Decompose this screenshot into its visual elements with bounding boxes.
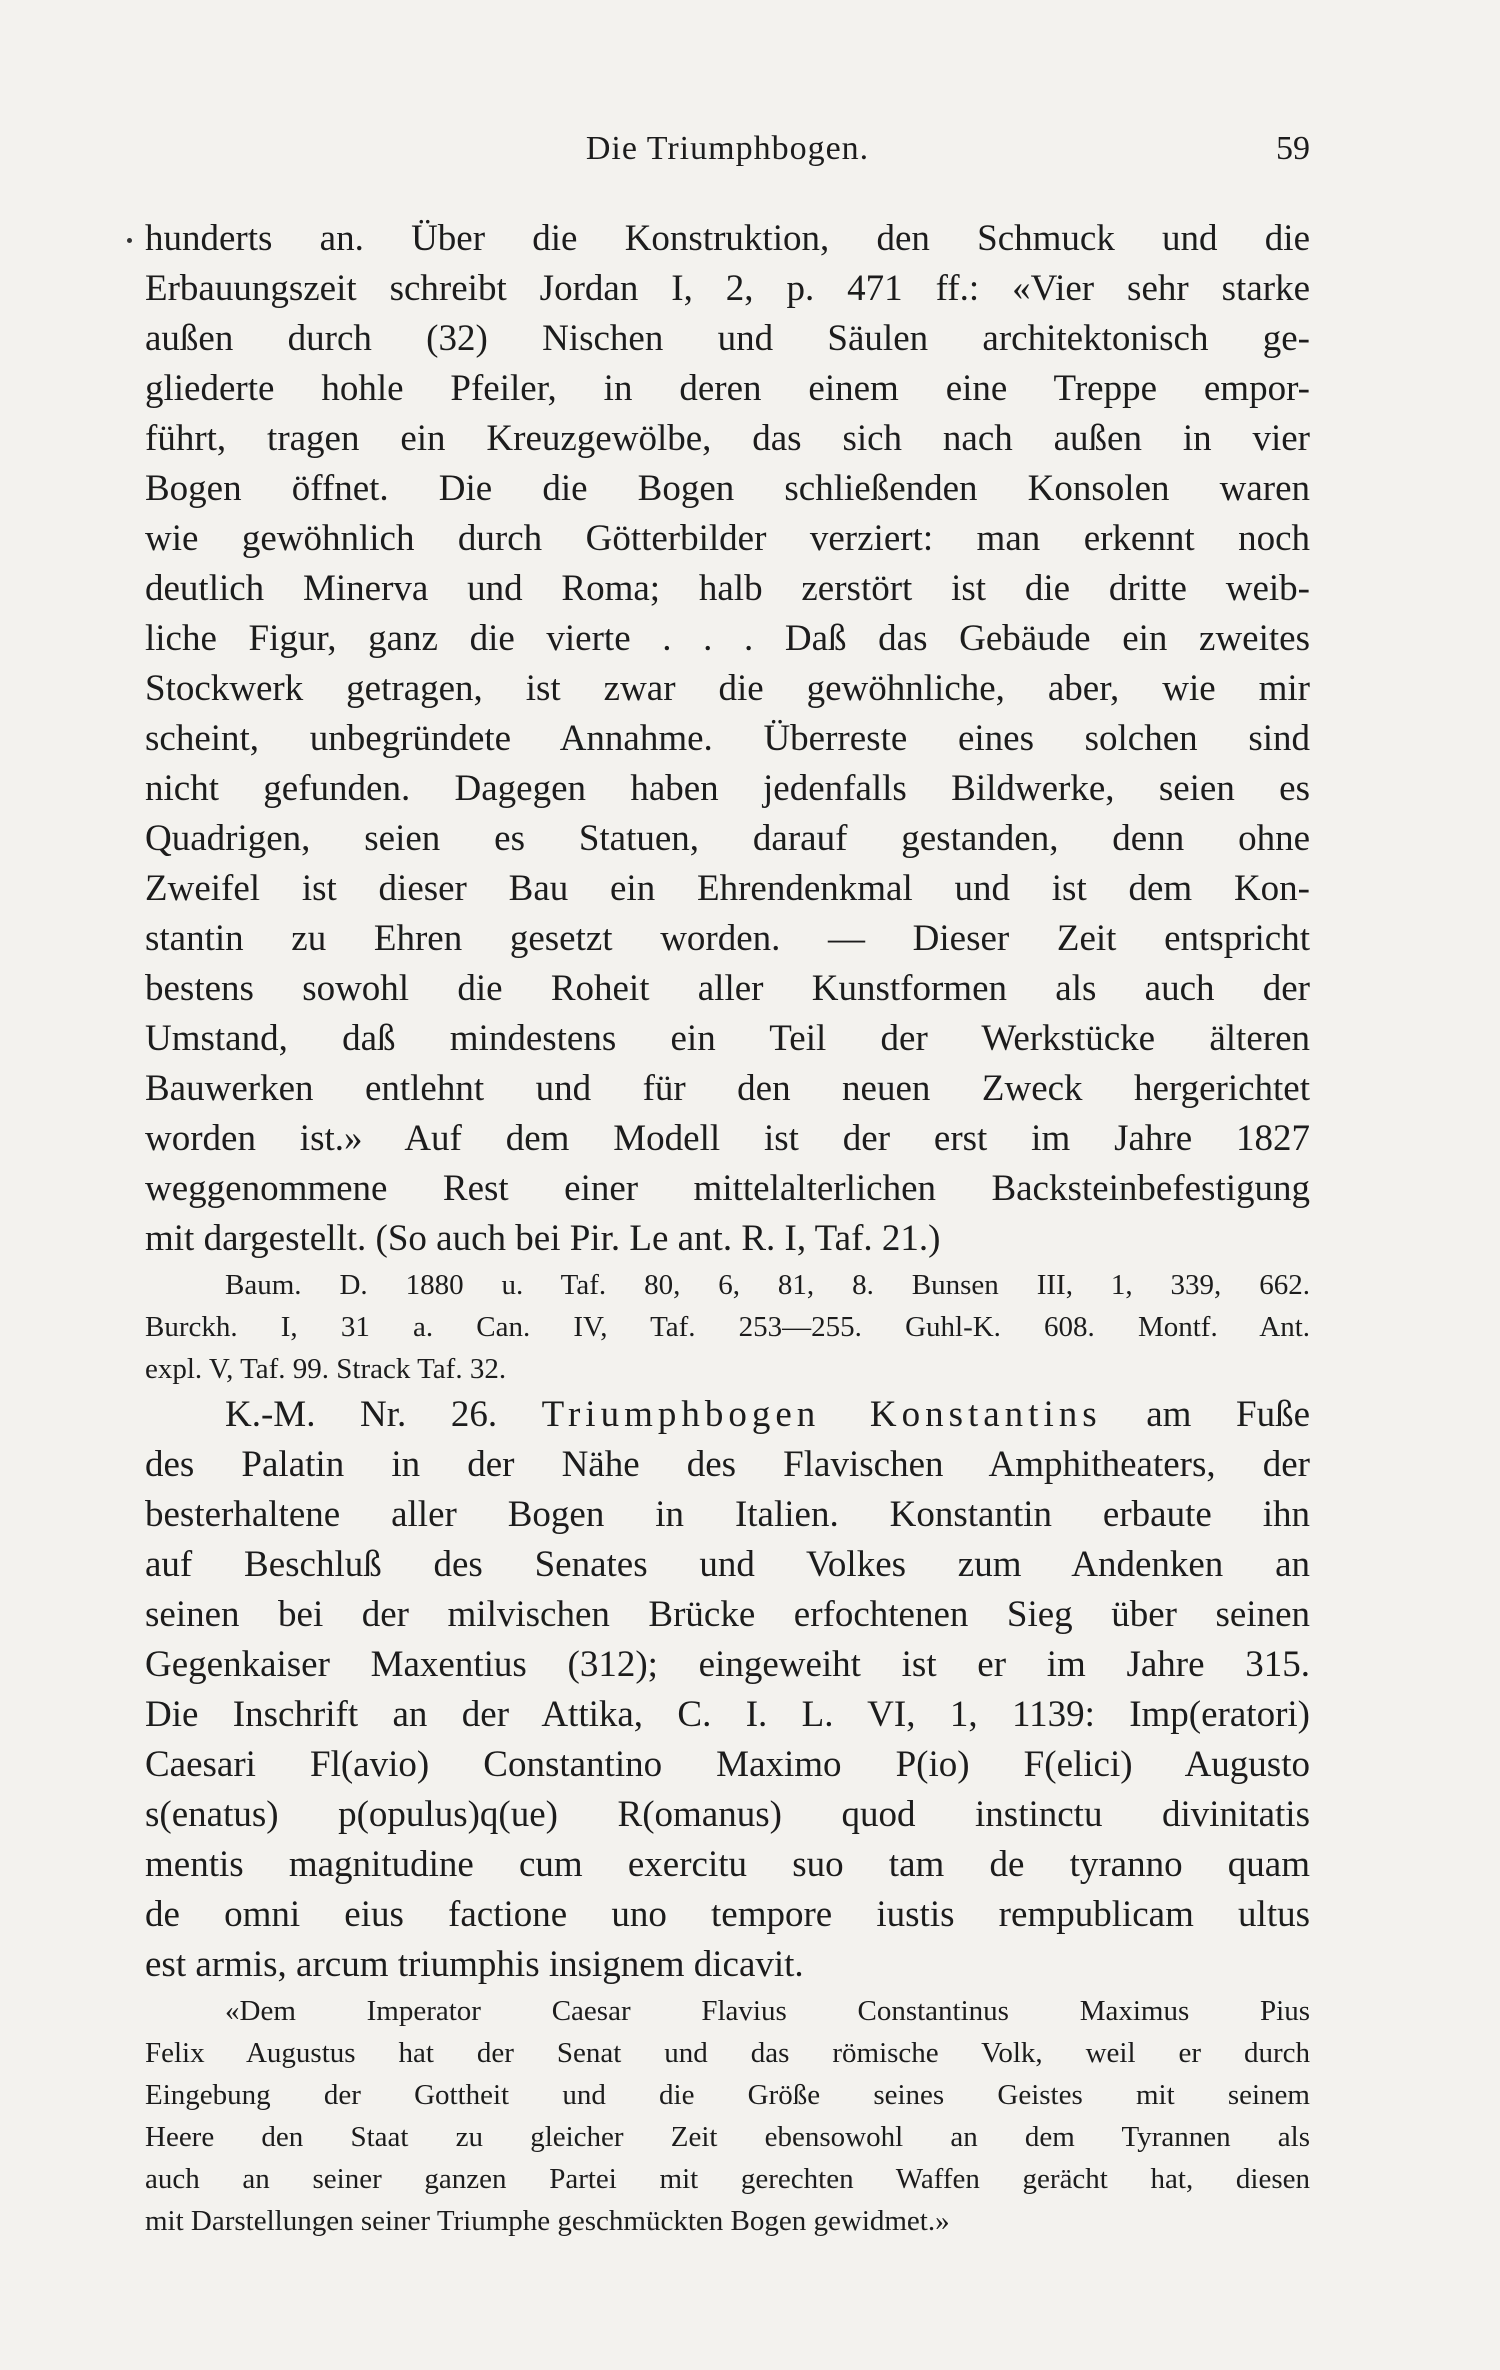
text-line: liche Figur, ganz die vierte . . . Daß das Gebäude ein zweites <box>145 618 1310 659</box>
text-line: deutlich Minerva und Roma; halb zerstört ist die dritte weib- <box>145 568 1310 609</box>
text-line: führt, tragen ein Kreuzgewölbe, das sich nach außen in vier <box>145 418 1310 459</box>
text-line: gliederte hohle Pfeiler, in deren einem eine Treppe empor- <box>145 368 1310 409</box>
running-title: Die Triumphbogen. <box>585 130 870 167</box>
text-line: s(enatus) p(opulus)q(ue) R(omanus) quod instinctu divinitatis <box>145 1794 1310 1835</box>
text-line: bestens sowohl die Roheit aller Kunstformen als auch der <box>145 968 1310 1009</box>
text-line: hunderts an. Über die Konstruktion, den Schmuck und die <box>145 218 1310 259</box>
text-line: Bogen öffnet. Die die Bogen schließenden Konsolen waren <box>145 468 1310 509</box>
text-line: worden ist.» Auf dem Modell ist der erst im Jahre 1827 <box>145 1118 1310 1159</box>
translation-line: «Dem Imperator Caesar Flavius Constantinus Maximus Pius <box>225 1995 1310 2027</box>
reference-line: expl. V, Taf. 99. Strack Taf. 32. <box>145 1353 507 1385</box>
text-line: Caesari Fl(avio) Constantino Maximo P(io) F(elici) Augusto <box>145 1744 1310 1785</box>
text-line: mit dargestellt. (So auch bei Pir. Le ant. R. I, Taf. 21.) <box>145 1218 941 1259</box>
text-line: Quadrigen, seien es Statuen, darauf gestanden, denn ohne <box>145 818 1310 859</box>
reference-line: Baum. D. 1880 u. Taf. 80, 6, 81, 8. Bunsen III, 1, 339, 662. <box>225 1269 1310 1301</box>
text-line: Bauwerken entlehnt und für den neuen Zweck hergerichtet <box>145 1068 1310 1109</box>
body-text <box>145 214 1310 2242</box>
text-line: Gegenkaiser Maxentius (312); eingeweiht ist er im Jahre 315. <box>145 1644 1310 1685</box>
text-line: mentis magnitudine cum exercitu suo tam de tyranno quam <box>145 1844 1310 1885</box>
text-line: weggenommene Rest einer mittelalterlichen Backsteinbefestigung <box>145 1168 1310 1209</box>
text-line: Zweifel ist dieser Bau ein Ehrendenkmal und ist dem Kon- <box>145 868 1310 909</box>
translation-block <box>145 1990 1310 2242</box>
translation-line: Eingebung der Gottheit und die Größe seines Geistes mit seinem <box>145 2079 1310 2111</box>
translation-line: auch an seiner ganzen Partei mit gerechten Waffen gerächt hat, diesen <box>145 2163 1310 2195</box>
entry-heading-rest: am Fuße <box>1146 1394 1310 1435</box>
text-line: auf Beschluß des Senates und Volkes zum Andenken an <box>145 1544 1310 1585</box>
text-line: wie gewöhnlich durch Götterbilder verziert: man erkennt noch <box>145 518 1310 559</box>
text-line: stantin zu Ehren gesetzt worden. — Dieser Zeit entspricht <box>145 918 1310 959</box>
references-block <box>145 1264 1310 1390</box>
text-line: außen durch (32) Nischen und Säulen architektonisch ge- <box>145 318 1310 359</box>
text-line: Erbauungszeit schreibt Jordan I, 2, p. 471 ff.: «Vier sehr starke <box>145 268 1310 309</box>
text-line: scheint, unbegründete Annahme. Überreste eines solchen sind <box>145 718 1310 759</box>
text-line: Die Inschrift an der Attika, C. I. L. VI, 1, 1139: Imp(eratori) <box>145 1694 1310 1735</box>
entry-title: Triumphbogen Konstantins <box>541 1394 1102 1435</box>
text-line: besterhaltene aller Bogen in Italien. Konstantin erbaute ihn <box>145 1494 1310 1535</box>
text-line: nicht gefunden. Dagegen haben jedenfalls Bildwerke, seien es <box>145 768 1310 809</box>
entry-constantine-arch <box>145 1390 1310 1990</box>
text-line: Umstand, daß mindestens ein Teil der Werkstücke älteren <box>145 1018 1310 1059</box>
translation-line: Heere den Staat zu gleicher Zeit ebensowohl an dem Tyrannen als <box>145 2121 1310 2153</box>
entry-number: K.-M. Nr. 26. <box>225 1394 498 1435</box>
text-line: seinen bei der milvischen Brücke erfochtenen Sieg über seinen <box>145 1594 1310 1635</box>
text-line: Stockwerk getragen, ist zwar die gewöhnliche, aber, wie mir <box>145 668 1310 709</box>
translation-line: mit Darstellungen seiner Triumphe geschmückten Bogen gewidmet.» <box>145 2205 950 2237</box>
page-header <box>145 130 1310 180</box>
margin-mark <box>127 238 132 243</box>
entry-heading-line <box>145 1390 1310 1440</box>
reference-line: Burckh. I, 31 a. Can. IV, Taf. 253—255. Guhl-K. 608. Montf. Ant. <box>145 1311 1310 1343</box>
paragraph-arch-description <box>145 214 1310 1264</box>
page-number: 59 <box>1276 130 1310 167</box>
text-line: des Palatin in der Nähe des Flavischen Amphitheaters, der <box>145 1444 1310 1485</box>
translation-line: Felix Augustus hat der Senat und das römische Volk, weil er durch <box>145 2037 1310 2069</box>
text-line: est armis, arcum triumphis insignem dicavit. <box>145 1944 804 1985</box>
text-line: de omni eius factione uno tempore iustis rempublicam ultus <box>145 1894 1310 1935</box>
